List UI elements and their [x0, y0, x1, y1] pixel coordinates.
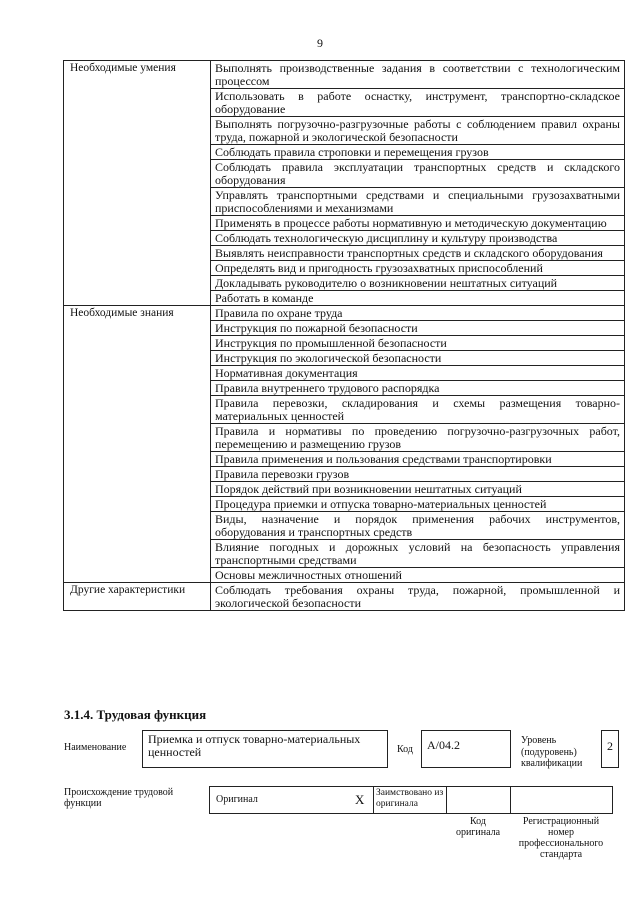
table-row [64, 306, 625, 321]
origin-reg-caption: Регистрационный номер профессионального стандарта [518, 816, 604, 860]
table-cell: Выполнять погрузочно-разгрузочные работы с соблюдением правил охраны труда, пожарной и экологической безопасности [211, 117, 625, 145]
table-cell: Докладывать руководителю о возникновении нештатных ситуаций [211, 276, 625, 291]
section-title: 3.1.4. Трудовая функция [64, 707, 207, 722]
skills-knowledge-table [63, 60, 625, 611]
table-cell: Соблюдать требования охраны труда, пожарной, промышленной и экологической безопасности [211, 583, 625, 611]
origin-code-caption: Код оригинала [455, 816, 501, 838]
table-cell: Правила перевозки, складирования и схемы размещения товарно-материальных ценностей [211, 396, 625, 424]
origin-label: Происхождение трудовой функции [64, 787, 174, 809]
name-label: Наименование [64, 742, 127, 753]
table-cell: Применять в процессе работы нормативную и методическую документацию [211, 216, 625, 231]
table-cell: Правила по охране труда [211, 306, 625, 321]
table-row [64, 61, 625, 89]
group-label: Необходимые знания [64, 306, 211, 583]
origin-original-label: Оригинал [216, 794, 258, 805]
table-cell: Управлять транспортными средствами и специальными грузозахватными приспособлениями и механизмами [211, 188, 625, 216]
table-cell: Основы межличностных отношений [211, 568, 625, 583]
table-cell: Выявлять неисправности транспортных средств и складского оборудования [211, 246, 625, 261]
table-cell: Порядок действий при возникновении нештатных ситуаций [211, 482, 625, 497]
origin-divider-2 [446, 786, 447, 814]
table-cell: Использовать в работе оснастку, инструмент, транспортно-складское оборудование [211, 89, 625, 117]
origin-mark: X [355, 792, 365, 807]
table-cell: Правила внутреннего трудового распорядка [211, 381, 625, 396]
table-cell: Определять вид и пригодность грузозахватных приспособлений [211, 261, 625, 276]
table-cell: Нормативная документация [211, 366, 625, 381]
table-cell: Процедура приемки и отпуска товарно-материальных ценностей [211, 497, 625, 512]
name-box [142, 730, 388, 768]
level-label: Уровень (подуровень) квалификации [521, 735, 583, 769]
table-cell: Соблюдать правила эксплуатации транспортных средств и складского оборудования [211, 160, 625, 188]
code-label: Код [397, 744, 413, 755]
table-cell: Соблюдать технологическую дисциплину и культуру производства [211, 231, 625, 246]
table-cell: Правила и нормативы по проведению погрузочно-разгрузочных работ, перемещению и размещению грузов [211, 424, 625, 452]
table-cell: Правила применения и пользования средствами транспортировки [211, 452, 625, 467]
page-number: 9 [317, 36, 323, 50]
table-cell: Инструкция по пожарной безопасности [211, 321, 625, 336]
table-cell: Инструкция по экологической безопасности [211, 351, 625, 366]
table-cell: Виды, назначение и порядок применения рабочих инструментов, оборудования и транспортных средств [211, 512, 625, 540]
level-value: 2 [607, 739, 613, 753]
code-value: A/04.2 [427, 738, 460, 752]
origin-borrowed-label: Заимствовано из оригинала [376, 788, 444, 809]
table-cell: Правила перевозки грузов [211, 467, 625, 482]
level-box [601, 730, 619, 768]
table-cell: Выполнять производственные задания в соответствии с технологическим процессом [211, 61, 625, 89]
name-value: Приемка и отпуск товарно-материальных ценностей [148, 732, 361, 759]
table-cell: Влияние погодных и дорожных условий на безопасность управления транспортными средствами [211, 540, 625, 568]
table-cell: Соблюдать правила строповки и перемещения грузов [211, 145, 625, 160]
table-cell: Инструкция по промышленной безопасности [211, 336, 625, 351]
origin-divider-3 [510, 786, 511, 814]
origin-divider-1 [373, 786, 374, 814]
group-label: Другие характеристики [64, 583, 211, 611]
code-box [421, 730, 511, 768]
group-label: Необходимые умения [64, 61, 211, 306]
table-row [64, 583, 625, 611]
table-cell: Работать в команде [211, 291, 625, 306]
